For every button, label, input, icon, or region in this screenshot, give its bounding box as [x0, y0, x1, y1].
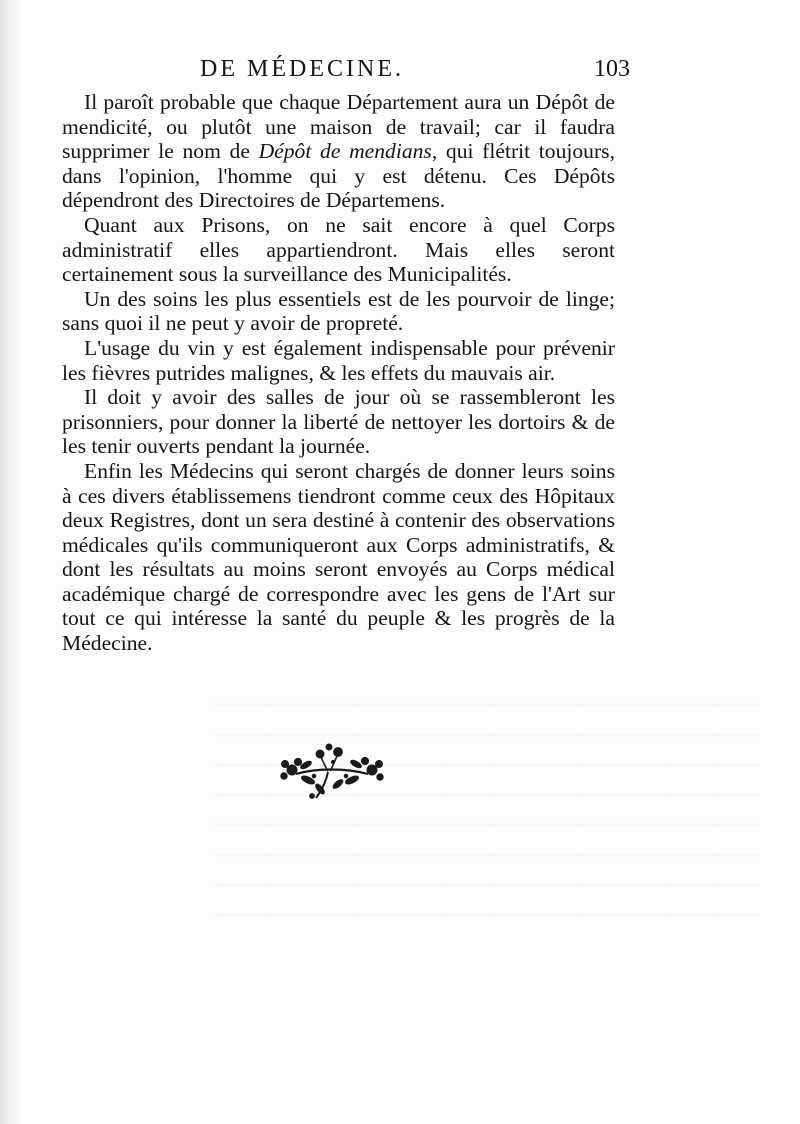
page-number: 103	[594, 56, 630, 82]
body-text	[62, 90, 615, 656]
paragraph-text: Quant aux Prisons, on ne sait encore à quel Corps administratif elles appartiendront. Mais elles seront certainement sous la surveillance des Municipalités.	[62, 212, 615, 287]
paragraph-text: , qui flétrit toujours, dans l'opinion, l'homme qui y est détenu. Ces Dépôts dépendront des Directoires de Départemens.	[62, 139, 615, 213]
reverse-side-bleed-through: ~~~~~~~~~~~~~~~~~~~~~~~~~~~~~~~~~~~~~~~~~~~~~~~~~~~~~~~~ ~~~~~~~~~~~~~~~~~~~~~~~~~~~~~~~~~~~~~~~~~~~~~~~~~~~~~~~~ ~~~~~~~~~~~~~~~~~~~~~~~~~~~~~~~~~~~~~~~~~~~~~~~~~~~~~~~~ ~~~~~~~~~~~~~~~~~~~~~~~~~~~~~~~~~~~~~~~~~~~~~~~~~~~~~~~~ ~~~~~~~~~~~~~~~~~~~~~~~~~~~~~~~~~~~~~~~~~~~~~~~~~~~~~~~~ ~~~~~~~~~~~~~~~~~~~~~~~~~~~~~~~~~~~~~~~~~~~~~~~~~~~~~~~~ ~~~~~~~~~~~~~~~~~~~~~~~~~~~~~~~~~~~~~~~~~~~~~~~~~~~~~~~~ ~~~~~~~~~~~~~~~~~~~~~~~~~~~~~~~~~~~~~~~~~~~~~~~~~~~~~~~~	[214, 695, 760, 925]
running-head: DE MÉDECINE.	[200, 56, 404, 82]
paragraph-text: Il paroît probable que chaque Département aura un Dépôt de mendicité, ou plutôt une maison de travail; car il faudra supprimer le nom de	[62, 90, 615, 164]
paragraph	[62, 90, 615, 213]
paragraph	[62, 287, 615, 336]
paragraph	[62, 385, 615, 459]
gutter-shadow	[0, 0, 22, 1124]
page-header	[60, 56, 630, 90]
paragraph-text: Il doit y avoir des salles de jour où se rassembleront les prisonniers, pour donner la liberté de nettoyer les dortoirs & de les tenir ouverts pendant la journée.	[62, 385, 615, 459]
paragraph-text: Enfin les Médecins qui seront chargés de donner leurs soins à ces divers établissemens tiendront comme ceux des Hôpitaux deux Registres, dont un sera destiné à contenir des observations médicales qu'ils communiqueront aux Corps administratifs, & dont les résultats au moins seront envoyés au Corps médical académique chargé de correspondre avec les gens de l'Art sur tout ce qui intéresse la santé du peuple & les progrès de la Médecine.	[62, 458, 615, 656]
paragraph	[62, 213, 615, 287]
floral-tailpiece-icon	[276, 740, 386, 802]
paragraph-text: Un des soins les plus essentiels est de les pourvoir de linge; sans quoi il ne peut y avoir de propreté.	[62, 286, 615, 336]
italic-term: Dépôt de mendians	[258, 139, 432, 164]
paragraph-text: L'usage du vin y est également indispensable pour prévenir les fièvres putrides malignes, & les effets du mauvais air.	[62, 335, 615, 385]
paragraph	[62, 459, 615, 656]
paragraph	[62, 336, 615, 385]
